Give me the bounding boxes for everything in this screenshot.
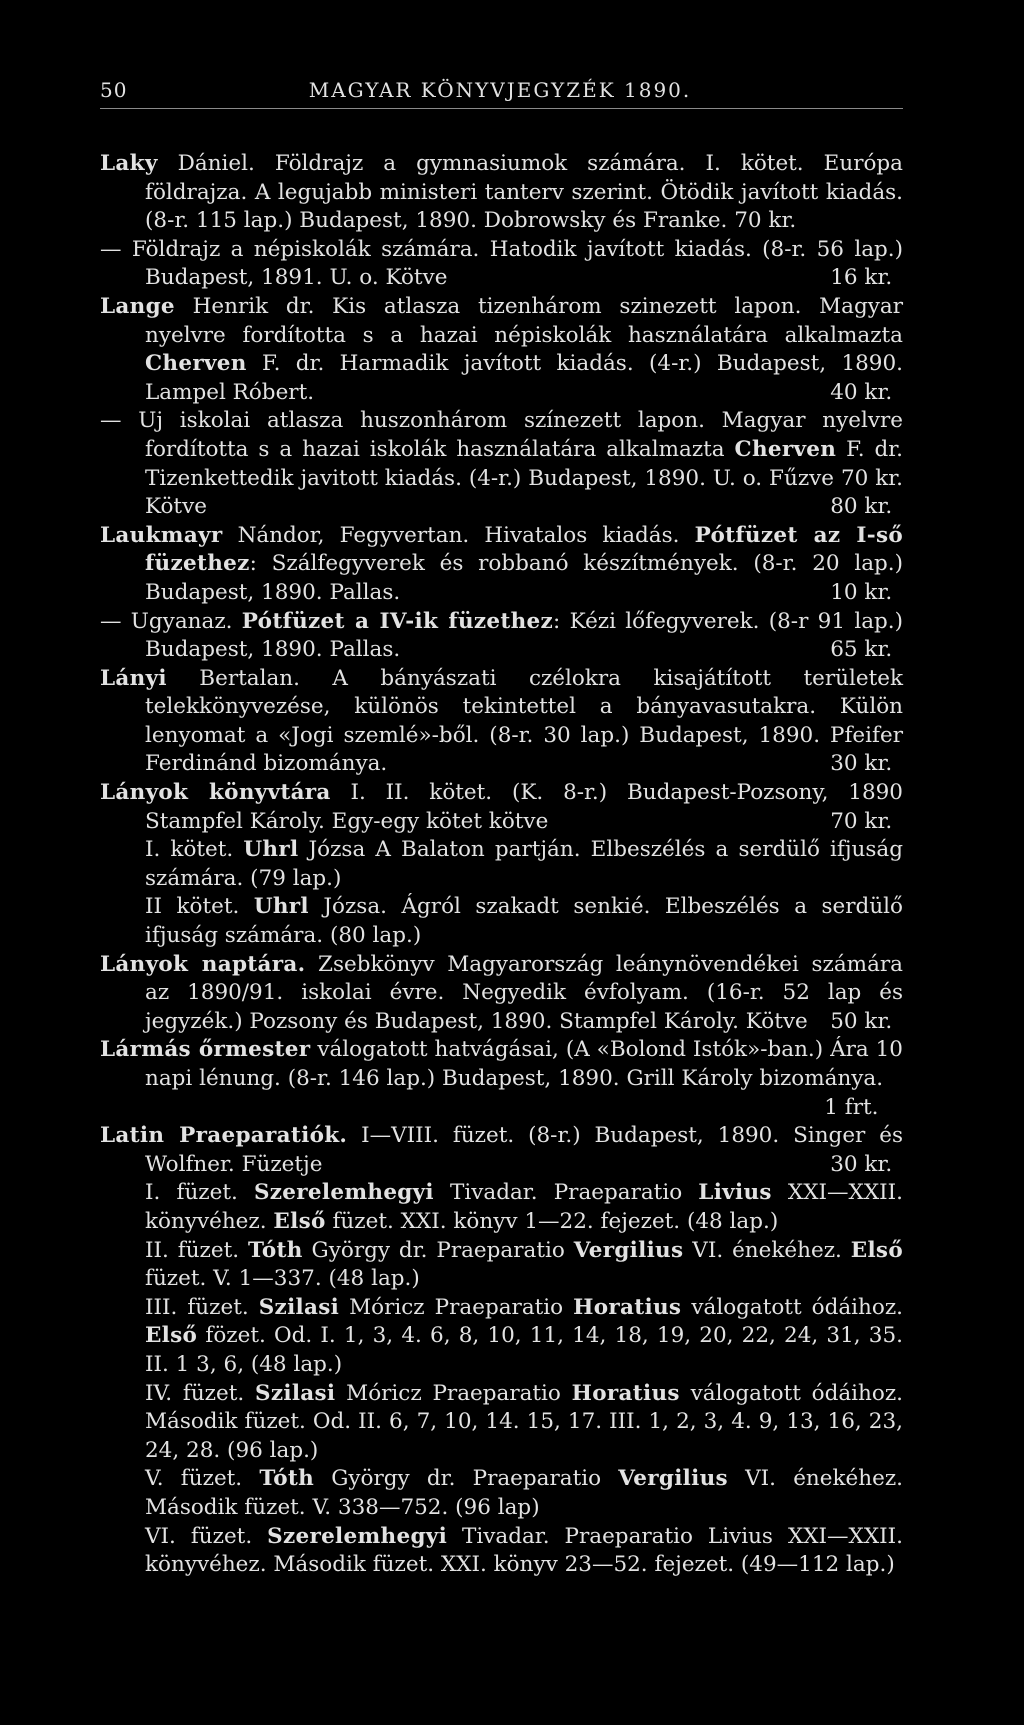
catalog-entry: Lányok naptára. Zsebkönyv Magyarország leánynövendékei számára az 1890/91. iskolai évre. Negyedik évfolyam. (16-r. 52 lap és jegyzék.) Pozsony és Budapest, 1890. Stampfel Károly. Kötve 50 kr. <box>100 951 903 1037</box>
entry-price: 1 frt. <box>824 1094 879 1120</box>
entry-price: 40 kr. <box>830 379 893 405</box>
catalog-entries <box>100 150 903 1580</box>
entry-head: Laky <box>100 151 158 176</box>
entry-price: 16 kr. <box>830 265 893 291</box>
catalog-subentry: VI. füzet. Szerelemhegyi Tivadar. Praeparatio Livius XXI—XXII. könyvéhez. Második füzet. XXI. könyv 23—52. fejezet. (49—112 lap.) <box>145 1523 903 1578</box>
catalog-subentry: V. füzet. Tóth György dr. Praeparatio Vergilius VI. énekéhez. Második füzet. V. 338—752. (96 lap) <box>145 1466 903 1520</box>
catalog-subentry: II. füzet. Tóth György dr. Praeparatio Vergilius VI. énekéhez. Első füzet. V. 1—337. (48 lap.) <box>145 1237 903 1292</box>
entry-price: 10 kr. <box>830 579 893 605</box>
header-rule <box>100 108 903 109</box>
catalog-entry: Laukmayr Nándor, Fegyvertan. Hivatalos kiadás. Pótfüzet az I-ső füzethez: Szálfegyverek és robbanó készítmények. (8-r. 20 lap.) Budapest, 1890. Pallas. 10 kr. <box>100 522 903 608</box>
catalog-entry: Latin Praeparatiók. I—VIII. füzet. (8-r.) Budapest, 1890. Singer és Wolfner. Füzetje 30 kr. <box>100 1122 903 1179</box>
entry-price: 65 kr. <box>830 637 893 663</box>
catalog-entry: — Uj iskolai atlasza huszonhárom színezett lapon. Magyar nyelvre fordította s a hazai iskolák használatára alkalmazta Cherven F. dr. Tizenkettedik javitott kiadás. (4-r.) Budapest, 1890. U. o. Fűzve 70 kr. Kötve 80 kr. <box>100 407 903 521</box>
catalog-entry: Lange Henrik dr. Kis atlasza tizenhárom szinezett lapon. Magyar nyelvre fordította s a hazai népiskolák használatára alkalmazta Cherven F. dr. Harmadik javított kiadás. (4-r.) Budapest, 1890. Lampel Róbert. 40 kr. <box>100 293 903 407</box>
page-number: 50 <box>100 78 128 102</box>
catalog-entry: Lányi Bertalan. A bányászati czélokra kisajátított területek telekkönyvezése, különös tekintettel a bányavasutakra. Külön lenyomat a «Jogi szemlé»-ből. (8-r. 30 lap.) Budapest, 1890. Pfeifer Ferdinánd bizománya. 30 kr. <box>100 665 903 779</box>
catalog-subentry: I. kötet. Uhrl Józsa A Balaton partján. Elbeszélés a serdülő ifjuság számára. (79 lap.) <box>145 837 903 891</box>
entry-price: 30 kr. <box>830 751 893 777</box>
catalog-subentry: III. füzet. Szilasi Móricz Praeparatio Horatius válogatott ódáihoz. Első fözet. Od. I. 1, 3, 4. 6, 8, 10, 11, 14, 18, 19, 20, 22, 24, 31, 35. II. 1 3, 6, (48 lap.) <box>145 1294 903 1377</box>
catalog-subentry: IV. füzet. Szilasi Móricz Praeparatio Horatius válogatott ódáihoz. Második füzet. Od. II. 6, 7, 10, 14. 15, 17. III. 1, 2, 3, 4. 9, 13, 16, 23, 24, 28. (96 lap.) <box>145 1380 903 1463</box>
entry-head: Lange <box>100 293 175 319</box>
catalog-entry: Lármás őrmester válogatott hatvágásai, (A «Bolond Istók»-ban.) Ára 10 napi lénung. (8-r. 146 lap.) Budapest, 1890. Grill Károly bizománya. 1 frt. <box>100 1036 903 1122</box>
entry-head: Lányok könyvtára <box>100 780 331 806</box>
running-title: MAGYAR KÖNYVJEGYZÉK 1890. <box>308 78 692 102</box>
entry-price: 30 kr. <box>830 1151 893 1177</box>
entry-price: 70 kr. <box>830 808 893 834</box>
entry-head: Lányi <box>100 665 167 691</box>
entry-price: 50 kr. <box>830 1008 893 1034</box>
catalog-entry: — Földrajz a népiskolák számára. Hatodik javított kiadás. (8-r. 56 lap.) Budapest, 1891. U. o. Kötve 16 kr. <box>100 236 903 293</box>
catalog-subentry: I. füzet. Szerelemhegyi Tivadar. Praeparatio Livius XXI—XXII. könyvéhez. Első füzet. XXI. könyv 1—22. fejezet. (48 lap.) <box>145 1180 903 1234</box>
entry-price: 80 kr. <box>830 494 893 520</box>
catalog-entry: Lányok könyvtára I. II. kötet. (K. 8-r.) Budapest-Pozsony, 1890 Stampfel Károly. Egy-egy kötet kötve 70 kr. <box>100 779 903 836</box>
page-header <box>100 78 900 108</box>
catalog-entry: — Ugyanaz. Pótfüzet a IV-ik füzethez: Kézi lőfegyverek. (8-r 91 lap.) Budapest, 1890. Pallas. 65 kr. <box>100 608 903 665</box>
entry-head: Lármás őrmester <box>100 1037 311 1063</box>
entry-head: Laukmayr <box>100 522 223 548</box>
catalog-entry: Laky Dániel. Földrajz a gymnasiumok számára. I. kötet. Európa földrajza. A legujabb ministeri tanterv szerint. Ötödik javított kiadás. (8-r. 115 lap.) Budapest, 1890. Dobrowsky és Franke. 70 kr. <box>100 151 903 234</box>
catalog-subentry: II kötet. Uhrl Józsa. Ágról szakadt senkié. Elbeszélés a serdülő ifjuság számára. (80 lap.) <box>145 894 903 949</box>
entry-head: Lányok naptára. <box>100 951 306 977</box>
entry-head: Latin Praeparatiók. <box>100 1123 348 1149</box>
